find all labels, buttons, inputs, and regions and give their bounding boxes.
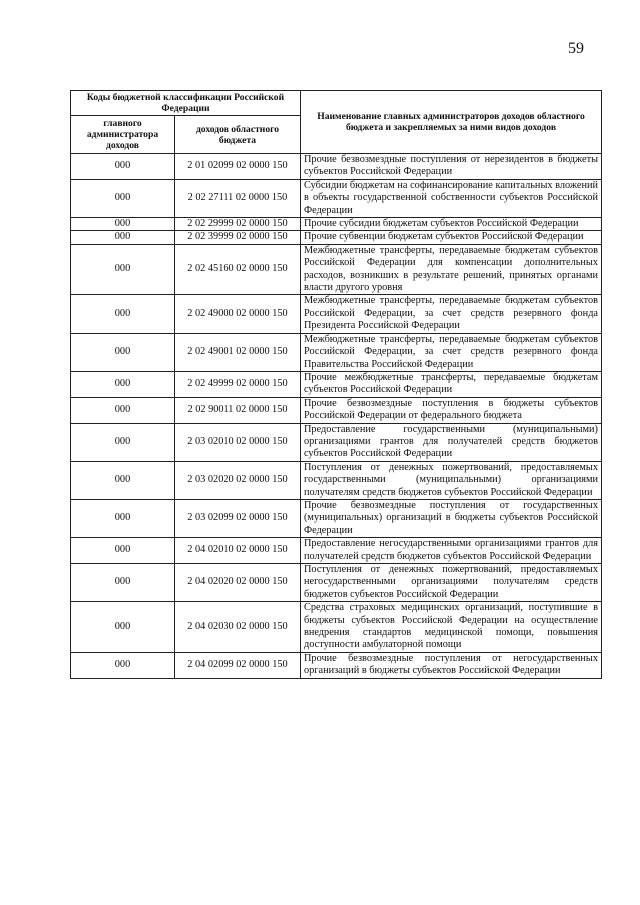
table-row: [71, 179, 602, 217]
header-admin-code: главного администратора доходов: [71, 116, 175, 154]
row-description: Прочие субсидии бюджетам субъектов Российской Федерации: [301, 218, 602, 231]
row-income-code: 2 02 49000 02 0000 150: [175, 295, 301, 333]
row-description: Межбюджетные трансферты, передаваемые бюджетам субъектов Российской Федерации, за счет средств резервного фонда Правительства Российской Федерации: [301, 333, 602, 371]
row-description: Прочие безвозмездные поступления от государственных (муниципальных) организаций в бюджеты субъектов Российской Федерации: [301, 499, 602, 537]
row-description: Прочие межбюджетные трансферты, передаваемые бюджетам субъектов Российской Федерации: [301, 371, 602, 397]
row-admin-code: 000: [71, 564, 175, 602]
table-body: [71, 154, 602, 679]
page-number: 59: [568, 40, 584, 57]
row-description: Поступления от денежных пожертвований, предоставляемых негосударственными организациями получателям средств бюджетов субъектов Российской Федерации: [301, 564, 602, 602]
header-codes-group: Коды бюджетной классификации Российской Федерации: [71, 91, 301, 116]
row-income-code: 2 04 02030 02 0000 150: [175, 602, 301, 653]
row-admin-code: 000: [71, 538, 175, 564]
row-income-code: 2 02 29999 02 0000 150: [175, 218, 301, 231]
table-row: [71, 461, 602, 499]
header-name: Наименование главных администраторов доходов областного бюджета и закрепляемых за ними видов доходов: [301, 91, 602, 154]
row-income-code: 2 04 02020 02 0000 150: [175, 564, 301, 602]
row-income-code: 2 02 49001 02 0000 150: [175, 333, 301, 371]
table-row: [71, 499, 602, 537]
row-admin-code: 000: [71, 218, 175, 231]
row-admin-code: 000: [71, 602, 175, 653]
row-description: Предоставление негосударственными организациями грантов для получателей средств бюджетов субъектов Российской Федерации: [301, 538, 602, 564]
row-admin-code: 000: [71, 371, 175, 397]
row-admin-code: 000: [71, 423, 175, 461]
row-description: Прочие субвенции бюджетам субъектов Российской Федерации: [301, 231, 602, 244]
row-description: Прочие безвозмездные поступления в бюджеты субъектов Российской Федерации от федерального бюджета: [301, 397, 602, 423]
row-description: Поступления от денежных пожертвований, предоставляемых государственными (муниципальными) организациями получателям средств бюджетов субъектов Российской Федерации: [301, 461, 602, 499]
table-row: [71, 244, 602, 295]
row-description: Межбюджетные трансферты, передаваемые бюджетам субъектов Российской Федерации для компенсации дополнительных расходов, возникших в результате решений, принятых органами власти другого уровня: [301, 244, 602, 295]
row-income-code: 2 03 02099 02 0000 150: [175, 499, 301, 537]
row-income-code: 2 04 02010 02 0000 150: [175, 538, 301, 564]
row-description: Субсидии бюджетам на софинансирование капитальных вложений в объекты государственной собственности субъектов Российской Федерации: [301, 179, 602, 217]
row-description: Прочие безвозмездные поступления от негосударственных организаций в бюджеты субъектов Российской Федерации: [301, 652, 602, 678]
table-row: [71, 423, 602, 461]
row-description: Предоставление государственными (муниципальными) организациями грантов для получателей средств бюджетов субъектов Российской Федерации: [301, 423, 602, 461]
row-description: Межбюджетные трансферты, передаваемые бюджетам субъектов Российской Федерации, за счет средств резервного фонда Президента Российской Федерации: [301, 295, 602, 333]
row-income-code: 2 02 45160 02 0000 150: [175, 244, 301, 295]
table-row: [71, 602, 602, 653]
row-income-code: 2 04 02099 02 0000 150: [175, 652, 301, 678]
row-admin-code: 000: [71, 244, 175, 295]
table-row: [71, 652, 602, 678]
table-row: [71, 564, 602, 602]
table-row: [71, 231, 602, 244]
row-description: Средства страховых медицинских организаций, поступившие в бюджеты субъектов Российской Федерации на осуществление внедрения стандартов медицинской помощи, повышения доступности амбулаторной помощи: [301, 602, 602, 653]
table-row: [71, 397, 602, 423]
table-row: [71, 333, 602, 371]
row-admin-code: 000: [71, 154, 175, 180]
row-description: Прочие безвозмездные поступления от нерезидентов в бюджеты субъектов Российской Федерации: [301, 154, 602, 180]
row-admin-code: 000: [71, 461, 175, 499]
row-admin-code: 000: [71, 499, 175, 537]
row-income-code: 2 02 49999 02 0000 150: [175, 371, 301, 397]
row-admin-code: 000: [71, 295, 175, 333]
row-admin-code: 000: [71, 397, 175, 423]
row-admin-code: 000: [71, 231, 175, 244]
row-income-code: 2 02 90011 02 0000 150: [175, 397, 301, 423]
table-row: [71, 154, 602, 180]
row-income-code: 2 03 02010 02 0000 150: [175, 423, 301, 461]
row-admin-code: 000: [71, 333, 175, 371]
row-income-code: 2 01 02099 02 0000 150: [175, 154, 301, 180]
row-income-code: 2 03 02020 02 0000 150: [175, 461, 301, 499]
table-row: [71, 371, 602, 397]
table-row: [71, 218, 602, 231]
row-admin-code: 000: [71, 652, 175, 678]
header-income-code: доходов областного бюджета: [175, 116, 301, 154]
table-row: [71, 538, 602, 564]
row-income-code: 2 02 27111 02 0000 150: [175, 179, 301, 217]
table-row: [71, 295, 602, 333]
budget-classification-table: [70, 90, 602, 679]
row-admin-code: 000: [71, 179, 175, 217]
row-income-code: 2 02 39999 02 0000 150: [175, 231, 301, 244]
